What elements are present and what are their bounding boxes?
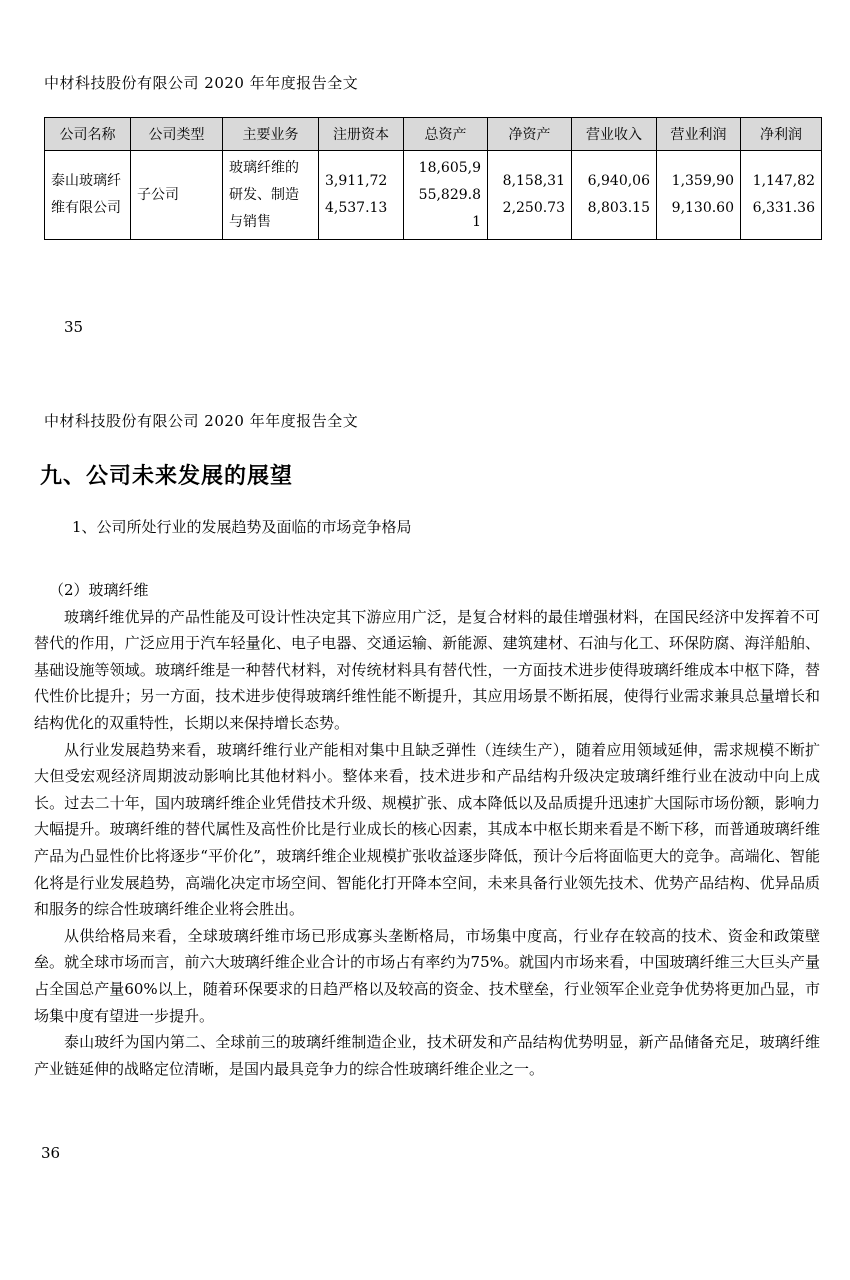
table-row [45,151,822,240]
cell-operating-profit: 1,359,909,130.60 [657,151,741,240]
subsection-heading: 1、公司所处行业的发展趋势及面临的市场竞争格局 [72,518,412,536]
paragraph-3: 从供给格局来看，全球玻璃纤维市场已形成寡头垄断格局，市场集中度高，行业存在较高的技术、资金和政策壁垒。就全球市场而言，前六大玻璃纤维企业合计的市场占有率约为75%。就国内市场来看，中国玻璃纤维三大巨头产量占全国总产量60%以上，随着环保要求的日趋严格以及较高的资金、技术壁垒，行业领军企业竞争优势将更加凸显，市场集中度有望进一步提升。 [34,926,820,1025]
cell-net-assets: 8,158,312,250.73 [488,151,572,240]
col-header-operating-profit: 营业利润 [657,118,741,151]
subsidiary-table [44,117,822,240]
section-heading: 九、公司未来发展的展望 [40,464,294,489]
running-header-top: 中材科技股份有限公司 2020 年年度报告全文 [44,74,359,92]
page-number-35: 35 [64,318,84,336]
item-title-glass-fiber: （2）玻璃纤维 [49,581,149,599]
cell-total-assets: 18,605,955,829.81 [404,151,488,240]
paragraph-2: 从行业发展趋势来看，玻璃纤维行业产能相对集中且缺乏弹性（连续生产），随着应用领域延伸，需求规模不断扩大但受宏观经济周期波动影响比其他材料小。整体来看，技术进步和产品结构升级决定玻璃纤维行业在波动中向上成长。过去二十年，国内玻璃纤维企业凭借技术升级、规模扩张、成本降低以及品质提升迅速扩大国际市场份额，影响力大幅提升。玻璃纤维的替代属性及高性价比是行业成长的核心因素，其成本中枢长期来看是不断下移，而普通玻璃纤维产品为凸显性价比将逐步“平价化”，玻璃纤维企业规模扩张收益逐步降低，预计今后将面临更大的竞争。高端化、智能化将是行业发展趋势，高端化决定市场空间、智能化打开降本空间，未来具备行业领先技术、优势产品结构、优异品质和服务的综合性玻璃纤维企业将会胜出。 [34,740,820,919]
cell-company-name: 泰山玻璃纤维有限公司 [45,151,131,240]
col-header-registered-capital: 注册资本 [319,118,404,151]
cell-net-profit: 1,147,826,331.36 [741,151,822,240]
col-header-company-name: 公司名称 [45,118,131,151]
col-header-net-assets: 净资产 [488,118,572,151]
col-header-operating-revenue: 营业收入 [572,118,657,151]
cell-registered-capital: 3,911,724,537.13 [319,151,404,240]
running-header-bottom: 中材科技股份有限公司 2020 年年度报告全文 [44,412,359,430]
body-text [34,577,820,1082]
paragraph-4: 泰山玻纤为国内第二、全球前三的玻璃纤维制造企业，技术研发和产品结构优势明显，新产品储备充足，玻璃纤维产业链延伸的战略定位清晰，是国内最具竞争力的综合性玻璃纤维企业之一。 [34,1033,820,1078]
col-header-total-assets: 总资产 [404,118,488,151]
paragraph-1: 玻璃纤维优异的产品性能及可设计性决定其下游应用广泛，是复合材料的最佳增强材料，在国民经济中发挥着不可替代的作用，广泛应用于汽车轻量化、电子电器、交通运输、新能源、建筑建材、石油与化工、环保防腐、海洋船舶、基础设施等领域。玻璃纤维是一种替代材料，对传统材料具有替代性，一方面技术进步使得玻璃纤维成本中枢下降，替代性价比提升；另一方面，技术进步使得玻璃纤维性能不断提升，其应用场景不断拓展，使得行业需求兼具总量增长和结构优化的双重特性，长期以来保持增长态势。 [34,607,820,732]
col-header-company-type: 公司类型 [131,118,223,151]
col-header-main-business: 主要业务 [223,118,319,151]
table-header-row [45,118,822,151]
page-number-36: 36 [41,1144,61,1162]
col-header-net-profit: 净利润 [741,118,822,151]
cell-operating-revenue: 6,940,068,803.15 [572,151,657,240]
cell-main-business: 玻璃纤维的研发、制造与销售 [223,151,319,240]
cell-company-type: 子公司 [131,151,223,240]
